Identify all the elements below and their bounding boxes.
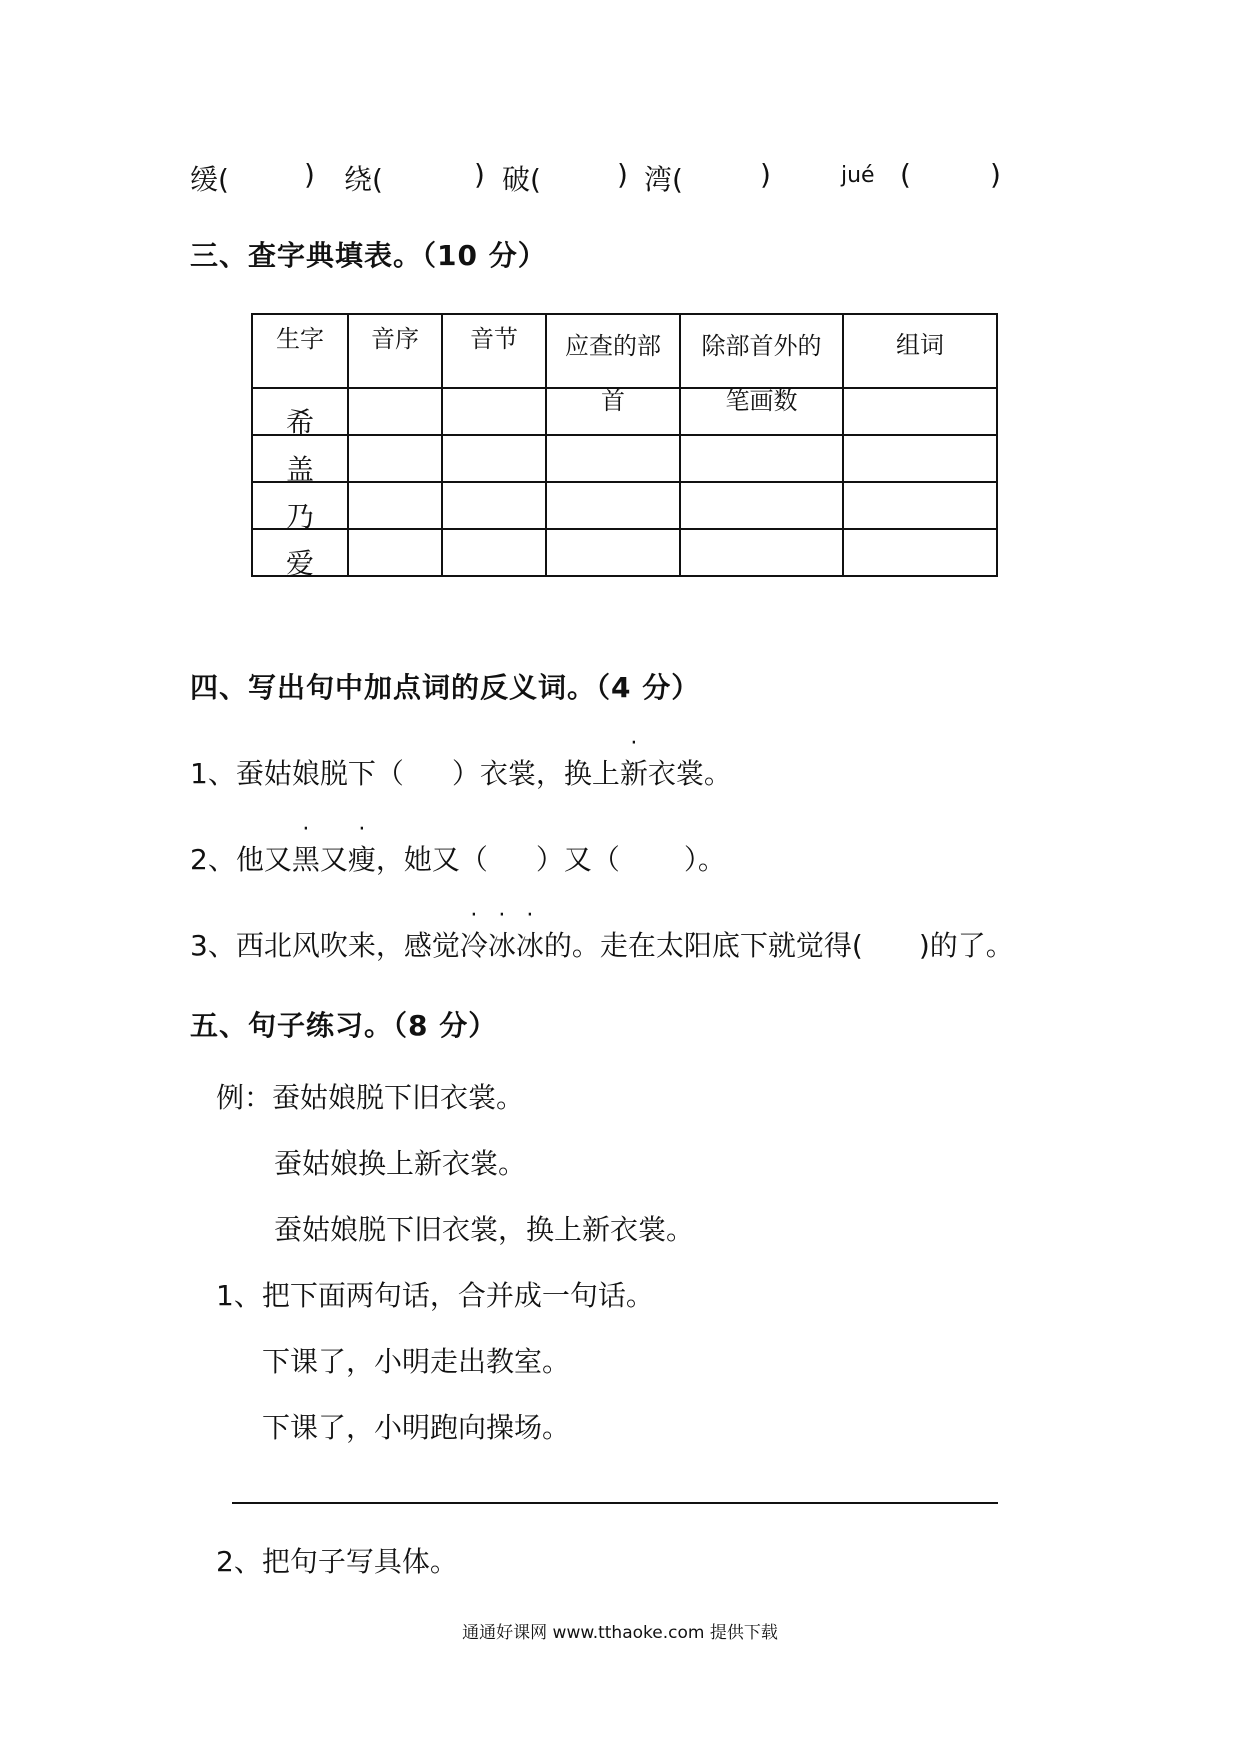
char-wan: 湾( (644, 163, 683, 196)
sentence-2: 下课了，小明跑向操场。 (262, 1411, 571, 1444)
char-rao: 绕( (344, 163, 383, 196)
example-line-3: 蚕姑娘脱下旧衣裳，换上新衣裳。 (274, 1213, 695, 1246)
paren-close-2: ) (474, 158, 485, 191)
question-4-2: 2、他又黑又瘦，她又（ ）又（ ）。 (190, 843, 726, 876)
question-5-2: 2、把句子写具体。 (216, 1545, 458, 1578)
dictionary-table (251, 313, 998, 580)
question-4-3: 3、西北风吹来，感觉冷冰冰的。走在太阳底下就觉得( )的了。 (190, 929, 1014, 962)
question-5-1: 1、把下面两句话，合并成一句话。 (216, 1279, 654, 1312)
table-char: 爱 (285, 547, 314, 580)
char-huan: 缓( (190, 163, 229, 196)
table-char: 乃 (285, 500, 314, 533)
table-header: 组词 (843, 314, 997, 388)
table-header: 应查的部首 (546, 314, 680, 388)
question-4-1: 1、蚕姑娘脱下（ ）衣裳，换上新衣裳。 (190, 757, 732, 790)
table-row (252, 388, 348, 439)
sentence-1: 下课了，小明走出教室。 (262, 1345, 571, 1378)
table-header: 音节 (442, 314, 546, 388)
paren-open-5: ( (900, 158, 911, 191)
paren-close-3: ) (617, 158, 628, 191)
table-header: 生字 (252, 314, 348, 388)
table-char: 希 (285, 406, 314, 439)
paren-close-5: ) (990, 158, 1001, 191)
table-char: 盖 (285, 453, 314, 486)
char-po: 破( (502, 163, 541, 196)
example-line-2: 蚕姑娘换上新衣裳。 (274, 1147, 527, 1180)
footer-credit: 通通好课网 www.tthaoke.com 提供下载 (462, 1623, 778, 1643)
example-line-1: 例：蚕姑娘脱下旧衣裳。 (216, 1081, 525, 1114)
pinyin-jue: jué (841, 163, 875, 188)
table-header: 音序 (348, 314, 442, 388)
paren-close-4: ) (760, 158, 771, 191)
table-header: 除部首外的笔画数 (680, 314, 843, 388)
answer-line[interactable] (232, 1502, 998, 1504)
section5-title: 五、句子练习。（8 分） (190, 1009, 498, 1042)
section3-title: 三、查字典填表。（10 分） (190, 239, 547, 272)
section4-title: 四、写出句中加点词的反义词。（4 分） (190, 671, 701, 704)
paren-close-1: ) (304, 158, 315, 191)
